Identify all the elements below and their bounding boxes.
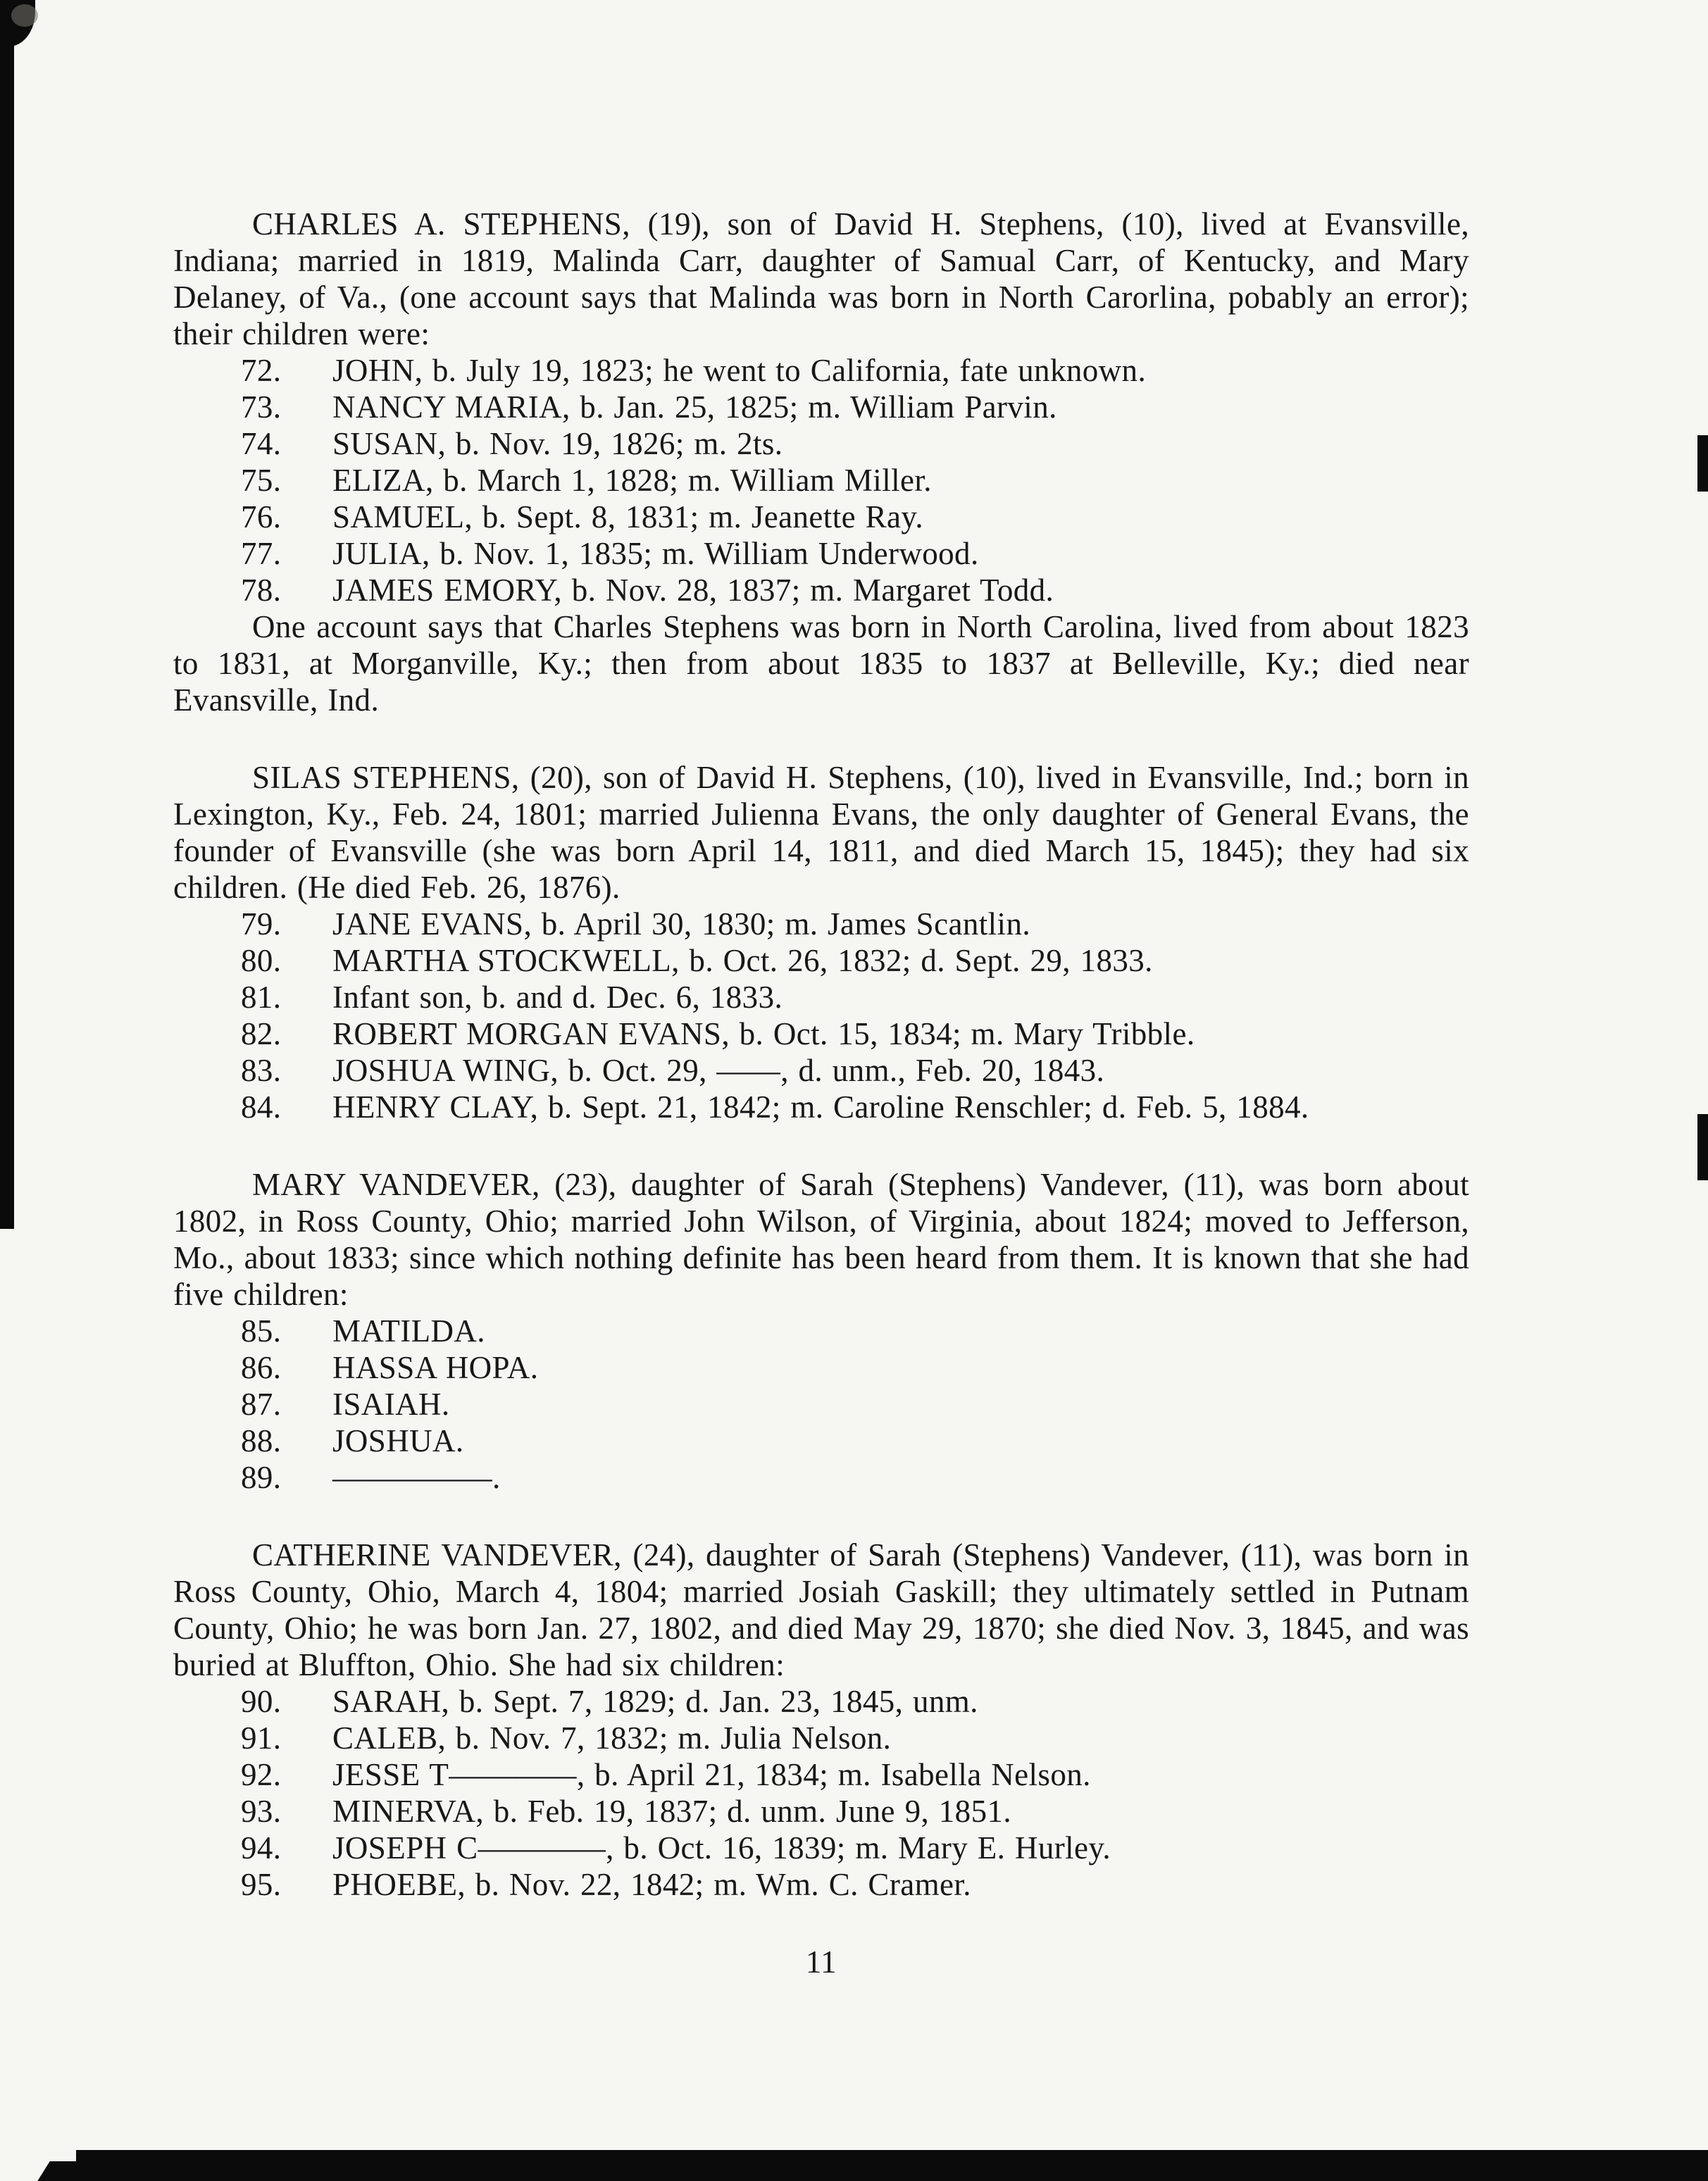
child-entry [241,425,1469,462]
child-entry [241,1793,1469,1830]
child-text: HENRY CLAY, b. Sept. 21, 1842; m. Caroline Renschler; d. Feb. 5, 1884. [332,1089,1309,1125]
child-text: JOSHUA WING, b. Oct. 29, ——, d. unm., Feb. 20, 1843. [332,1053,1105,1088]
child-text: Infant son, b. and d. Dec. 6, 1833. [332,980,783,1015]
child-text: CALEB, b. Nov. 7, 1832; m. Julia Nelson. [332,1720,892,1756]
child-entry [241,1313,1469,1349]
scan-artifact-right-edge-upper [1697,435,1708,492]
child-text: ROBERT MORGAN EVANS, b. Oct. 15, 1834; m. Mary Tribble. [332,1016,1195,1051]
section-charles-a-stephens [173,206,1469,718]
child-entry [241,499,1469,535]
child-text: SAMUEL, b. Sept. 8, 1831; m. Jeanette Ray. [332,499,924,535]
child-text: JOSHUA. [332,1423,464,1458]
intro-paragraph: SILAS STEPHENS, (20), son of David H. Stephens, (10), lived in Evansville, Ind.; born in Lexington, Ky., Feb. 24, 1801; married Julienna Evans, the only daughter of General Evans, the founder of Evansville (she was born April 14, 1811, and died March 15, 1845); they had six children. (He died Feb. 26, 1876). [173,760,1469,905]
child-entry [241,1720,1469,1756]
child-number: 73. [241,389,282,425]
child-text: JOSEPH C————, b. Oct. 16, 1839; m. Mary E. Hurley. [332,1830,1111,1866]
child-number: 92. [241,1757,282,1792]
child-number: 89. [241,1460,282,1495]
child-number: 95. [241,1867,282,1902]
child-number: 90. [241,1684,282,1719]
child-number: 75. [241,463,282,498]
children-list [173,352,1469,608]
child-number: 86. [241,1350,282,1385]
child-entry [241,942,1469,979]
child-entry [241,1423,1469,1459]
outro-paragraph: One account says that Charles Stephens was born in North Carolina, lived from about 1823 to 1831, at Morganville, Ky.; then from about 1835 to 1837 at Belleville, Ky.; died near Evansville, Ind. [173,609,1469,718]
child-number: 87. [241,1387,282,1422]
child-number: 74. [241,426,282,461]
child-text: PHOEBE, b. Nov. 22, 1842; m. Wm. C. Cramer. [332,1867,971,1902]
child-entry [241,1756,1469,1793]
section-silas-stephens [173,759,1469,1125]
child-number: 84. [241,1089,282,1125]
child-number: 82. [241,1016,282,1051]
child-entry [241,1683,1469,1720]
scan-artifact-bottom-edge [76,2150,1708,2181]
intro-paragraph: CATHERINE VANDEVER, (24), daughter of Sarah (Stephens) Vandever, (11), was born in Ross County, Ohio, March 4, 1804; married Josiah Gaskill; they ultimately settled in Putnam County, Ohio; he was born Jan. 27, 1802, and died May 29, 1870; she died Nov. 3, 1845, and was buried at Bluffton, Ohio. She had six children: [173,1537,1469,1682]
scan-artifact-right-edge-lower [1697,1114,1708,1180]
children-list [173,906,1469,1125]
child-text: —————. [332,1460,501,1495]
child-number: 78. [241,573,282,608]
child-text: SUSAN, b. Nov. 19, 1826; m. 2ts. [332,426,783,461]
child-entry [241,1386,1469,1423]
child-text: SARAH, b. Sept. 7, 1829; d. Jan. 23, 1845, unm. [332,1684,978,1719]
child-number: 91. [241,1720,282,1756]
child-number: 76. [241,499,282,535]
child-text: JANE EVANS, b. April 30, 1830; m. James Scantlin. [332,906,1031,942]
intro-paragraph: CHARLES A. STEPHENS, (19), son of David H. Stephens, (10), lived at Evansville, Indiana; married in 1819, Malinda Carr, daughter of Samual Carr, of Kentucky, and Mary Delaney, of Va., (one account says that Malinda was born in North Carorlina, pobably an error); their children were: [173,206,1469,351]
child-entry [241,462,1469,499]
page-number: 11 [805,1944,837,1980]
child-text: JAMES EMORY, b. Nov. 28, 1837; m. Margaret Todd. [332,573,1054,608]
section-mary-vandever [173,1166,1469,1496]
scan-smudge [11,4,38,27]
child-entry [241,1089,1469,1125]
children-list [173,1313,1469,1496]
child-entry [241,352,1469,389]
child-text: JOHN, b. July 19, 1823; he went to California, fate unknown. [332,353,1147,388]
child-text: MATILDA. [332,1313,485,1349]
child-entry [241,1459,1469,1496]
scan-artifact-left-edge [0,0,14,1229]
child-number: 85. [241,1313,282,1349]
child-text: HASSA HOPA. [332,1350,539,1385]
child-text: MARTHA STOCKWELL, b. Oct. 26, 1832; d. Sept. 29, 1833. [332,943,1153,978]
child-entry [241,1015,1469,1052]
child-number: 83. [241,1053,282,1088]
child-text: JULIA, b. Nov. 1, 1835; m. William Underwood. [332,536,979,571]
child-text: ISAIAH. [332,1387,450,1422]
child-number: 81. [241,980,282,1015]
child-number: 88. [241,1423,282,1458]
intro-paragraph: MARY VANDEVER, (23), daughter of Sarah (Stephens) Vandever, (11), was born about 1802, in Ross County, Ohio; married John Wilson, of Virginia, about 1824; moved to Jefferson, Mo., about 1833; since which nothing definite has been heard from them. It is known that she had five children: [173,1167,1469,1312]
children-list [173,1683,1469,1903]
child-text: MINERVA, b. Feb. 19, 1837; d. unm. June 9, 1851. [332,1794,1012,1829]
child-entry [241,906,1469,942]
child-text: JESSE T————, b. April 21, 1834; m. Isabella Nelson. [332,1757,1091,1792]
child-entry [241,389,1469,425]
child-text: ELIZA, b. March 1, 1828; m. William Miller. [332,463,932,498]
child-number: 80. [241,943,282,978]
page-content [173,206,1469,1980]
child-number: 93. [241,1794,282,1829]
child-entry [241,572,1469,608]
child-text: NANCY MARIA, b. Jan. 25, 1825; m. William Parvin. [332,389,1057,425]
child-entry [241,979,1469,1015]
child-number: 94. [241,1830,282,1866]
child-entry [241,1830,1469,1866]
child-number: 72. [241,353,282,388]
child-number: 79. [241,906,282,942]
child-entry [241,1866,1469,1903]
child-entry [241,1349,1469,1386]
child-number: 77. [241,536,282,571]
child-entry [241,535,1469,572]
child-entry [241,1052,1469,1089]
section-catherine-vandever [173,1537,1469,1903]
